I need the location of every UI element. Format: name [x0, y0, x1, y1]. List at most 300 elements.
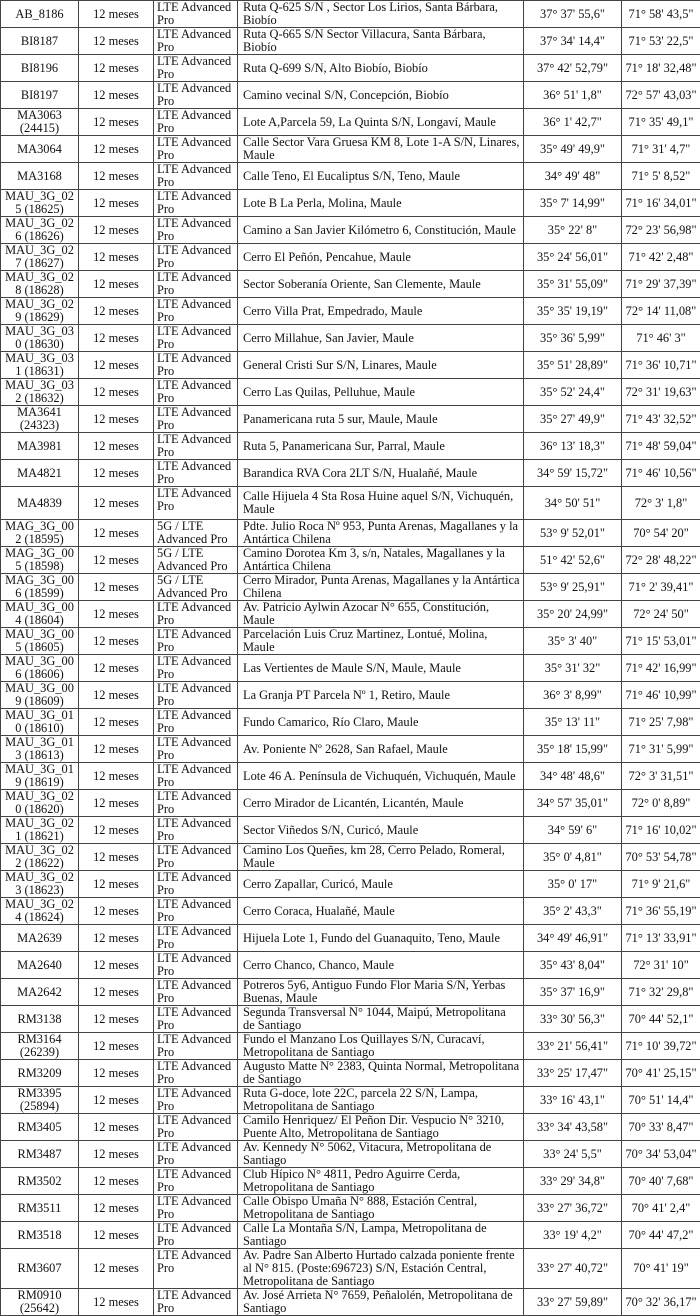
site-id-cell: MAU_3G_009 (18609) [1, 682, 79, 709]
address-cell: Sector Soberanía Oriente, San Clemente, Maule [238, 271, 524, 298]
longitude-cell: 71° 16' 10,02" [622, 817, 700, 844]
address-cell: Hijuela Lote 1, Fundo del Guanaquito, Teno, Maule [238, 925, 524, 952]
address-cell: Camino Los Queñes, km 28, Cerro Pelado, Romeral, Maule [238, 844, 524, 871]
term-cell: 12 meses [79, 844, 154, 871]
longitude-cell: 70° 44' 47,2" [622, 1222, 700, 1249]
technology-cell: LTE Advanced Pro [154, 925, 238, 952]
address-cell: Cerro Villa Prat, Empedrado, Maule [238, 298, 524, 325]
table-row [1, 1289, 700, 1316]
longitude-cell: 71° 15' 53,01" [622, 628, 700, 655]
longitude-cell: 70° 51' 14,4" [622, 1087, 700, 1114]
longitude-cell: 71° 46' 10,99" [622, 682, 700, 709]
technology-cell: LTE Advanced Pro [154, 190, 238, 217]
latitude-cell: 35° 7' 14,99" [524, 190, 622, 217]
term-cell: 12 meses [79, 352, 154, 379]
table-row [1, 1141, 700, 1168]
site-id-cell: MAU_3G_032 (18632) [1, 379, 79, 406]
site-id-cell: BI8187 [1, 28, 79, 55]
term-cell: 12 meses [79, 709, 154, 736]
table-row [1, 790, 700, 817]
table-row [1, 1195, 700, 1222]
technology-cell: LTE Advanced Pro [154, 817, 238, 844]
longitude-cell: 71° 32' 29,8" [622, 979, 700, 1006]
term-cell: 12 meses [79, 790, 154, 817]
term-cell: 12 meses [79, 601, 154, 628]
table-row [1, 736, 700, 763]
site-id-cell: MAU_3G_025 (18625) [1, 190, 79, 217]
table-row [1, 1114, 700, 1141]
technology-cell: LTE Advanced Pro [154, 844, 238, 871]
table-row [1, 952, 700, 979]
longitude-cell: 71° 25' 7,98" [622, 709, 700, 736]
address-cell: Sector Viñedos S/N, Curicó, Maule [238, 817, 524, 844]
address-cell: Camilo Henriquez/ El Peñon Dir. Vespucio N° 3210, Puente Alto, Metropolitana de Santiago [238, 1114, 524, 1141]
address-cell: Av. Padre San Alberto Hurtado calzada poniente frente al N° 815. (Poste:696723) S/N, Estación Central, Metropolitana de Santiago [238, 1249, 524, 1289]
latitude-cell: 35° 35' 19,19" [524, 298, 622, 325]
site-id-cell: RM3405 [1, 1114, 79, 1141]
latitude-cell: 35° 13' 11" [524, 709, 622, 736]
latitude-cell: 35° 0' 17" [524, 871, 622, 898]
site-id-cell: BI8197 [1, 82, 79, 109]
technology-cell: LTE Advanced Pro [154, 682, 238, 709]
longitude-cell: 71° 35' 49,1" [622, 109, 700, 136]
site-id-cell: MAU_3G_023 (18623) [1, 871, 79, 898]
table-row [1, 406, 700, 433]
address-cell: Cerro Mirador, Punta Arenas, Magallanes y la Antártica Chilena [238, 574, 524, 601]
table-row [1, 55, 700, 82]
longitude-cell: 72° 31' 10" [622, 952, 700, 979]
table-row [1, 82, 700, 109]
term-cell: 12 meses [79, 1195, 154, 1222]
latitude-cell: 35° 36' 5,99" [524, 325, 622, 352]
technology-cell: LTE Advanced Pro [154, 871, 238, 898]
longitude-cell: 72° 0' 8,89" [622, 790, 700, 817]
longitude-cell: 71° 42' 16,99" [622, 655, 700, 682]
table-row [1, 163, 700, 190]
term-cell: 12 meses [79, 952, 154, 979]
term-cell: 12 meses [79, 1249, 154, 1289]
site-id-cell: RM3487 [1, 1141, 79, 1168]
latitude-cell: 35° 49' 49,9" [524, 136, 622, 163]
term-cell: 12 meses [79, 109, 154, 136]
longitude-cell: 70° 44' 52,1" [622, 1006, 700, 1033]
address-cell: Club Hípico N° 4811, Pedro Aguirre Cerda, Metropolitana de Santiago [238, 1168, 524, 1195]
term-cell: 12 meses [79, 871, 154, 898]
site-id-cell: RM3138 [1, 1006, 79, 1033]
latitude-cell: 53° 9' 52,01" [524, 520, 622, 547]
latitude-cell: 33° 34' 43,58" [524, 1114, 622, 1141]
address-cell: Cerro Las Quilas, Pelluhue, Maule [238, 379, 524, 406]
latitude-cell: 37° 37' 55,6" [524, 1, 622, 28]
term-cell: 12 meses [79, 898, 154, 925]
technology-cell: LTE Advanced Pro [154, 217, 238, 244]
site-id-cell: RM3511 [1, 1195, 79, 1222]
technology-cell: LTE Advanced Pro [154, 628, 238, 655]
term-cell: 12 meses [79, 1222, 154, 1249]
table-row [1, 574, 700, 601]
latitude-cell: 33° 24' 5,5" [524, 1141, 622, 1168]
latitude-cell: 33° 29' 34,8" [524, 1168, 622, 1195]
technology-cell: LTE Advanced Pro [154, 1141, 238, 1168]
longitude-cell: 71° 36' 10,71" [622, 352, 700, 379]
address-cell: Cerro Coraca, Hualañé, Maule [238, 898, 524, 925]
term-cell: 12 meses [79, 1060, 154, 1087]
table-row [1, 325, 700, 352]
latitude-cell: 35° 3' 40" [524, 628, 622, 655]
latitude-cell: 36° 13' 18,3" [524, 433, 622, 460]
term-cell: 12 meses [79, 682, 154, 709]
term-cell: 12 meses [79, 487, 154, 520]
term-cell: 12 meses [79, 817, 154, 844]
table-row [1, 844, 700, 871]
longitude-cell: 71° 42' 2,48" [622, 244, 700, 271]
technology-cell: LTE Advanced Pro [154, 28, 238, 55]
longitude-cell: 71° 48' 59,04" [622, 433, 700, 460]
table-row [1, 298, 700, 325]
technology-cell: LTE Advanced Pro [154, 163, 238, 190]
site-id-cell: MAU_3G_028 (18628) [1, 271, 79, 298]
site-id-cell: MAU_3G_019 (18619) [1, 763, 79, 790]
latitude-cell: 34° 50' 51" [524, 487, 622, 520]
technology-cell: LTE Advanced Pro [154, 1289, 238, 1316]
longitude-cell: 71° 5' 8,52" [622, 163, 700, 190]
latitude-cell: 51° 42' 52,6" [524, 547, 622, 574]
term-cell: 12 meses [79, 1, 154, 28]
table-row [1, 601, 700, 628]
technology-cell: LTE Advanced Pro [154, 655, 238, 682]
term-cell: 12 meses [79, 736, 154, 763]
term-cell: 12 meses [79, 406, 154, 433]
latitude-cell: 33° 21' 56,41" [524, 1033, 622, 1060]
table-row [1, 628, 700, 655]
latitude-cell: 35° 18' 15,99" [524, 736, 622, 763]
longitude-cell: 72° 28' 48,22" [622, 547, 700, 574]
longitude-cell: 71° 29' 37,39" [622, 271, 700, 298]
technology-cell: LTE Advanced Pro [154, 952, 238, 979]
table-row [1, 1, 700, 28]
table-row [1, 898, 700, 925]
technology-cell: 5G / LTE Advanced Pro [154, 520, 238, 547]
longitude-cell: 71° 31' 4,7" [622, 136, 700, 163]
table-row [1, 817, 700, 844]
latitude-cell: 33° 27' 36,72" [524, 1195, 622, 1222]
site-id-cell: MAG_3G_006 (18599) [1, 574, 79, 601]
technology-cell: LTE Advanced Pro [154, 352, 238, 379]
address-cell: Camino a San Javier Kilómetro 6, Constitución, Maule [238, 217, 524, 244]
site-id-cell: MA3064 [1, 136, 79, 163]
term-cell: 12 meses [79, 433, 154, 460]
table-row [1, 871, 700, 898]
latitude-cell: 35° 0' 4,81" [524, 844, 622, 871]
longitude-cell: 71° 36' 55,19" [622, 898, 700, 925]
latitude-cell: 35° 20' 24,99" [524, 601, 622, 628]
table-row [1, 217, 700, 244]
address-cell: Av. Patricio Aylwin Azocar N° 655, Constitución, Maule [238, 601, 524, 628]
site-id-cell: MA3981 [1, 433, 79, 460]
address-cell: Cerro Mirador de Licantén, Licantén, Maule [238, 790, 524, 817]
table-row [1, 433, 700, 460]
site-id-cell: MA2640 [1, 952, 79, 979]
site-id-cell: MAU_3G_031 (18631) [1, 352, 79, 379]
latitude-cell: 33° 30' 56,3" [524, 1006, 622, 1033]
technology-cell: LTE Advanced Pro [154, 109, 238, 136]
table-row [1, 379, 700, 406]
address-cell: Lote A,Parcela 59, La Quinta S/N, Longaví, Maule [238, 109, 524, 136]
site-id-cell: MAU_3G_021 (18621) [1, 817, 79, 844]
latitude-cell: 35° 43' 8,04" [524, 952, 622, 979]
site-id-cell: MAU_3G_005 (18605) [1, 628, 79, 655]
technology-cell: 5G / LTE Advanced Pro [154, 547, 238, 574]
table-row [1, 547, 700, 574]
address-cell: Calle Teno, El Eucaliptus S/N, Teno, Maule [238, 163, 524, 190]
site-id-cell: MAU_3G_020 (18620) [1, 790, 79, 817]
technology-cell: LTE Advanced Pro [154, 433, 238, 460]
site-id-cell: MAU_3G_010 (18610) [1, 709, 79, 736]
latitude-cell: 33° 27' 40,72" [524, 1249, 622, 1289]
latitude-cell: 36° 51' 1,8" [524, 82, 622, 109]
term-cell: 12 meses [79, 1006, 154, 1033]
table-row [1, 925, 700, 952]
table-row [1, 1006, 700, 1033]
longitude-cell: 70° 41' 25,15" [622, 1060, 700, 1087]
table-row [1, 709, 700, 736]
longitude-cell: 71° 16' 34,01" [622, 190, 700, 217]
address-cell: Cerro Zapallar, Curicó, Maule [238, 871, 524, 898]
site-id-cell: RM3518 [1, 1222, 79, 1249]
site-id-cell: MA2639 [1, 925, 79, 952]
address-cell: La Granja PT Parcela Nº 1, Retiro, Maule [238, 682, 524, 709]
longitude-cell: 72° 24' 50" [622, 601, 700, 628]
table-row [1, 655, 700, 682]
term-cell: 12 meses [79, 271, 154, 298]
site-id-cell: MAU_3G_013 (18613) [1, 736, 79, 763]
longitude-cell: 70° 32' 36,17" [622, 1289, 700, 1316]
term-cell: 12 meses [79, 574, 154, 601]
technology-cell: LTE Advanced Pro [154, 55, 238, 82]
term-cell: 12 meses [79, 163, 154, 190]
table-row [1, 1222, 700, 1249]
site-id-cell: MAU_3G_026 (18626) [1, 217, 79, 244]
latitude-cell: 34° 49' 48" [524, 163, 622, 190]
term-cell: 12 meses [79, 979, 154, 1006]
site-id-cell: MA2642 [1, 979, 79, 1006]
site-id-cell: MAU_3G_024 (18624) [1, 898, 79, 925]
address-cell: Calle Obispo Umaña N° 888, Estación Central, Metropolitana de Santiago [238, 1195, 524, 1222]
latitude-cell: 53° 9' 25,91" [524, 574, 622, 601]
site-id-cell: RM3209 [1, 1060, 79, 1087]
technology-cell: LTE Advanced Pro [154, 979, 238, 1006]
site-id-cell: MAU_3G_029 (18629) [1, 298, 79, 325]
term-cell: 12 meses [79, 136, 154, 163]
term-cell: 12 meses [79, 1289, 154, 1316]
longitude-cell: 71° 13' 33,91" [622, 925, 700, 952]
latitude-cell: 35° 27' 49,9" [524, 406, 622, 433]
latitude-cell: 33° 16' 43,1" [524, 1087, 622, 1114]
address-cell: Lote 46 A. Península de Vichuquén, Vichuquén, Maule [238, 763, 524, 790]
technology-cell: LTE Advanced Pro [154, 1114, 238, 1141]
site-id-cell: RM3502 [1, 1168, 79, 1195]
term-cell: 12 meses [79, 298, 154, 325]
address-cell: Augusto Matte N° 2383, Quinta Normal, Metropolitana de Santiago [238, 1060, 524, 1087]
table-row [1, 1087, 700, 1114]
latitude-cell: 34° 48' 48,6" [524, 763, 622, 790]
longitude-cell: 72° 23' 56,98" [622, 217, 700, 244]
table-row [1, 979, 700, 1006]
longitude-cell: 71° 10' 39,72" [622, 1033, 700, 1060]
latitude-cell: 35° 51' 28,89" [524, 352, 622, 379]
table-row [1, 682, 700, 709]
technology-cell: LTE Advanced Pro [154, 709, 238, 736]
longitude-cell: 70° 33' 8,47" [622, 1114, 700, 1141]
latitude-cell: 34° 49' 46,91" [524, 925, 622, 952]
address-cell: Av. Kennedy N° 5062, Vitacura, Metropolitana de Santiago [238, 1141, 524, 1168]
technology-cell: LTE Advanced Pro [154, 82, 238, 109]
longitude-cell: 72° 3' 31,51" [622, 763, 700, 790]
site-id-cell: AB_8186 [1, 1, 79, 28]
technology-cell: LTE Advanced Pro [154, 298, 238, 325]
technology-cell: LTE Advanced Pro [154, 763, 238, 790]
longitude-cell: 70° 40' 7,68" [622, 1168, 700, 1195]
latitude-cell: 35° 31' 32" [524, 655, 622, 682]
address-cell: Fundo Camarico, Río Claro, Maule [238, 709, 524, 736]
table-row [1, 28, 700, 55]
site-id-cell: MAU_3G_004 (18604) [1, 601, 79, 628]
longitude-cell: 71° 53' 22,5" [622, 28, 700, 55]
site-id-cell: RM0910 (25642) [1, 1289, 79, 1316]
address-cell: Pdte. Julio Roca Nº 953, Punta Arenas, Magallanes y la Antártica Chilena [238, 520, 524, 547]
latitude-cell: 33° 25' 17,47" [524, 1060, 622, 1087]
address-cell: Ruta Q-699 S/N, Alto Biobío, Biobío [238, 55, 524, 82]
latitude-cell: 34° 57' 35,01" [524, 790, 622, 817]
longitude-cell: 71° 18' 32,48" [622, 55, 700, 82]
address-cell: Camino Dorotea Km 3, s/n, Natales, Magallanes y la Antártica Chilena [238, 547, 524, 574]
term-cell: 12 meses [79, 520, 154, 547]
address-cell: General Cristi Sur S/N, Linares, Maule [238, 352, 524, 379]
technology-cell: LTE Advanced Pro [154, 1195, 238, 1222]
technology-cell: LTE Advanced Pro [154, 406, 238, 433]
term-cell: 12 meses [79, 28, 154, 55]
longitude-cell: 70° 34' 53,04" [622, 1141, 700, 1168]
table-row [1, 271, 700, 298]
longitude-cell: 71° 46' 10,56" [622, 460, 700, 487]
latitude-cell: 37° 34' 14,4" [524, 28, 622, 55]
latitude-cell: 34° 59' 15,72" [524, 460, 622, 487]
address-cell: Segunda Transversal N° 1044, Maipú, Metropolitana de Santiago [238, 1006, 524, 1033]
technology-cell: LTE Advanced Pro [154, 244, 238, 271]
latitude-cell: 34° 59' 6" [524, 817, 622, 844]
term-cell: 12 meses [79, 190, 154, 217]
site-id-cell: MAU_3G_006 (18606) [1, 655, 79, 682]
address-cell: Ruta Q-665 S/N Sector Villacura, Santa Bárbara, Biobío [238, 28, 524, 55]
latitude-cell: 35° 24' 56,01" [524, 244, 622, 271]
address-cell: Av. Poniente Nº 2628, San Rafael, Maule [238, 736, 524, 763]
site-id-cell: RM3164 (26239) [1, 1033, 79, 1060]
term-cell: 12 meses [79, 244, 154, 271]
technology-cell: LTE Advanced Pro [154, 1033, 238, 1060]
site-id-cell: MAG_3G_002 (18595) [1, 520, 79, 547]
term-cell: 12 meses [79, 547, 154, 574]
address-cell: Barandica RVA Cora 2LT S/N, Hualañé, Maule [238, 460, 524, 487]
site-id-cell: MA4821 [1, 460, 79, 487]
technology-cell: LTE Advanced Pro [154, 1006, 238, 1033]
latitude-cell: 35° 37' 16,9" [524, 979, 622, 1006]
longitude-cell: 71° 58' 43,5" [622, 1, 700, 28]
address-cell: Fundo el Manzano Los Quillayes S/N, Curacaví, Metropolitana de Santiago [238, 1033, 524, 1060]
address-cell: Av. José Arrieta N° 7659, Peñalolén, Metropolitana de Santiago [238, 1289, 524, 1316]
site-id-cell: MAU_3G_022 (18622) [1, 844, 79, 871]
term-cell: 12 meses [79, 1033, 154, 1060]
address-cell: Panamericana ruta 5 sur, Maule, Maule [238, 406, 524, 433]
term-cell: 12 meses [79, 325, 154, 352]
longitude-cell: 70° 41' 2,4" [622, 1195, 700, 1222]
technology-cell: LTE Advanced Pro [154, 487, 238, 520]
latitude-cell: 35° 52' 24,4" [524, 379, 622, 406]
longitude-cell: 71° 31' 5,99" [622, 736, 700, 763]
address-cell: Ruta G-doce, lote 22C, parcela 22 S/N, Lampa, Metropolitana de Santiago [238, 1087, 524, 1114]
site-id-cell: MA3641 (24323) [1, 406, 79, 433]
table-row [1, 1168, 700, 1195]
address-cell: Cerro Millahue, San Javier, Maule [238, 325, 524, 352]
technology-cell: LTE Advanced Pro [154, 1249, 238, 1289]
address-cell: Lote B La Perla, Molina, Maule [238, 190, 524, 217]
address-cell: Calle La Montaña S/N, Lampa, Metropolitana de Santiago [238, 1222, 524, 1249]
longitude-cell: 70° 41' 19" [622, 1249, 700, 1289]
term-cell: 12 meses [79, 55, 154, 82]
site-id-cell: MAU_3G_027 (18627) [1, 244, 79, 271]
latitude-cell: 35° 2' 43,3" [524, 898, 622, 925]
technology-cell: LTE Advanced Pro [154, 736, 238, 763]
technology-cell: LTE Advanced Pro [154, 379, 238, 406]
site-id-cell: MA4839 [1, 487, 79, 520]
term-cell: 12 meses [79, 379, 154, 406]
longitude-cell: 71° 2' 39,41" [622, 574, 700, 601]
longitude-cell: 72° 31' 19,63" [622, 379, 700, 406]
site-id-cell: MAG_3G_005 (18598) [1, 547, 79, 574]
term-cell: 12 meses [79, 82, 154, 109]
technology-cell: LTE Advanced Pro [154, 1060, 238, 1087]
technology-cell: LTE Advanced Pro [154, 1168, 238, 1195]
table-row [1, 763, 700, 790]
latitude-cell: 37° 42' 52,79" [524, 55, 622, 82]
term-cell: 12 meses [79, 655, 154, 682]
latitude-cell: 36° 3' 8,99" [524, 682, 622, 709]
longitude-cell: 71° 43' 32,52" [622, 406, 700, 433]
address-cell: Potreros 5y6, Antiguo Fundo Flor Maria S/N, Yerbas Buenas, Maule [238, 979, 524, 1006]
technology-cell: LTE Advanced Pro [154, 136, 238, 163]
table-row [1, 460, 700, 487]
latitude-cell: 35° 31' 55,09" [524, 271, 622, 298]
technology-cell: LTE Advanced Pro [154, 790, 238, 817]
site-id-cell: BI8196 [1, 55, 79, 82]
technology-cell: LTE Advanced Pro [154, 1087, 238, 1114]
term-cell: 12 meses [79, 1141, 154, 1168]
term-cell: 12 meses [79, 1168, 154, 1195]
latitude-cell: 35° 22' 8" [524, 217, 622, 244]
address-cell: Ruta Q-625 S/N , Sector Los Lirios, Santa Bárbara, Biobío [238, 1, 524, 28]
latitude-cell: 33° 19' 4,2" [524, 1222, 622, 1249]
technology-cell: LTE Advanced Pro [154, 601, 238, 628]
longitude-cell: 70° 53' 54,78" [622, 844, 700, 871]
address-cell: Cerro Chanco, Chanco, Maule [238, 952, 524, 979]
technology-cell: LTE Advanced Pro [154, 325, 238, 352]
technology-cell: LTE Advanced Pro [154, 898, 238, 925]
site-id-cell: RM3607 [1, 1249, 79, 1289]
technology-cell: LTE Advanced Pro [154, 271, 238, 298]
technology-cell: LTE Advanced Pro [154, 460, 238, 487]
longitude-cell: 70° 54' 20" [622, 520, 700, 547]
sites-table-body [1, 1, 700, 1316]
term-cell: 12 meses [79, 1114, 154, 1141]
